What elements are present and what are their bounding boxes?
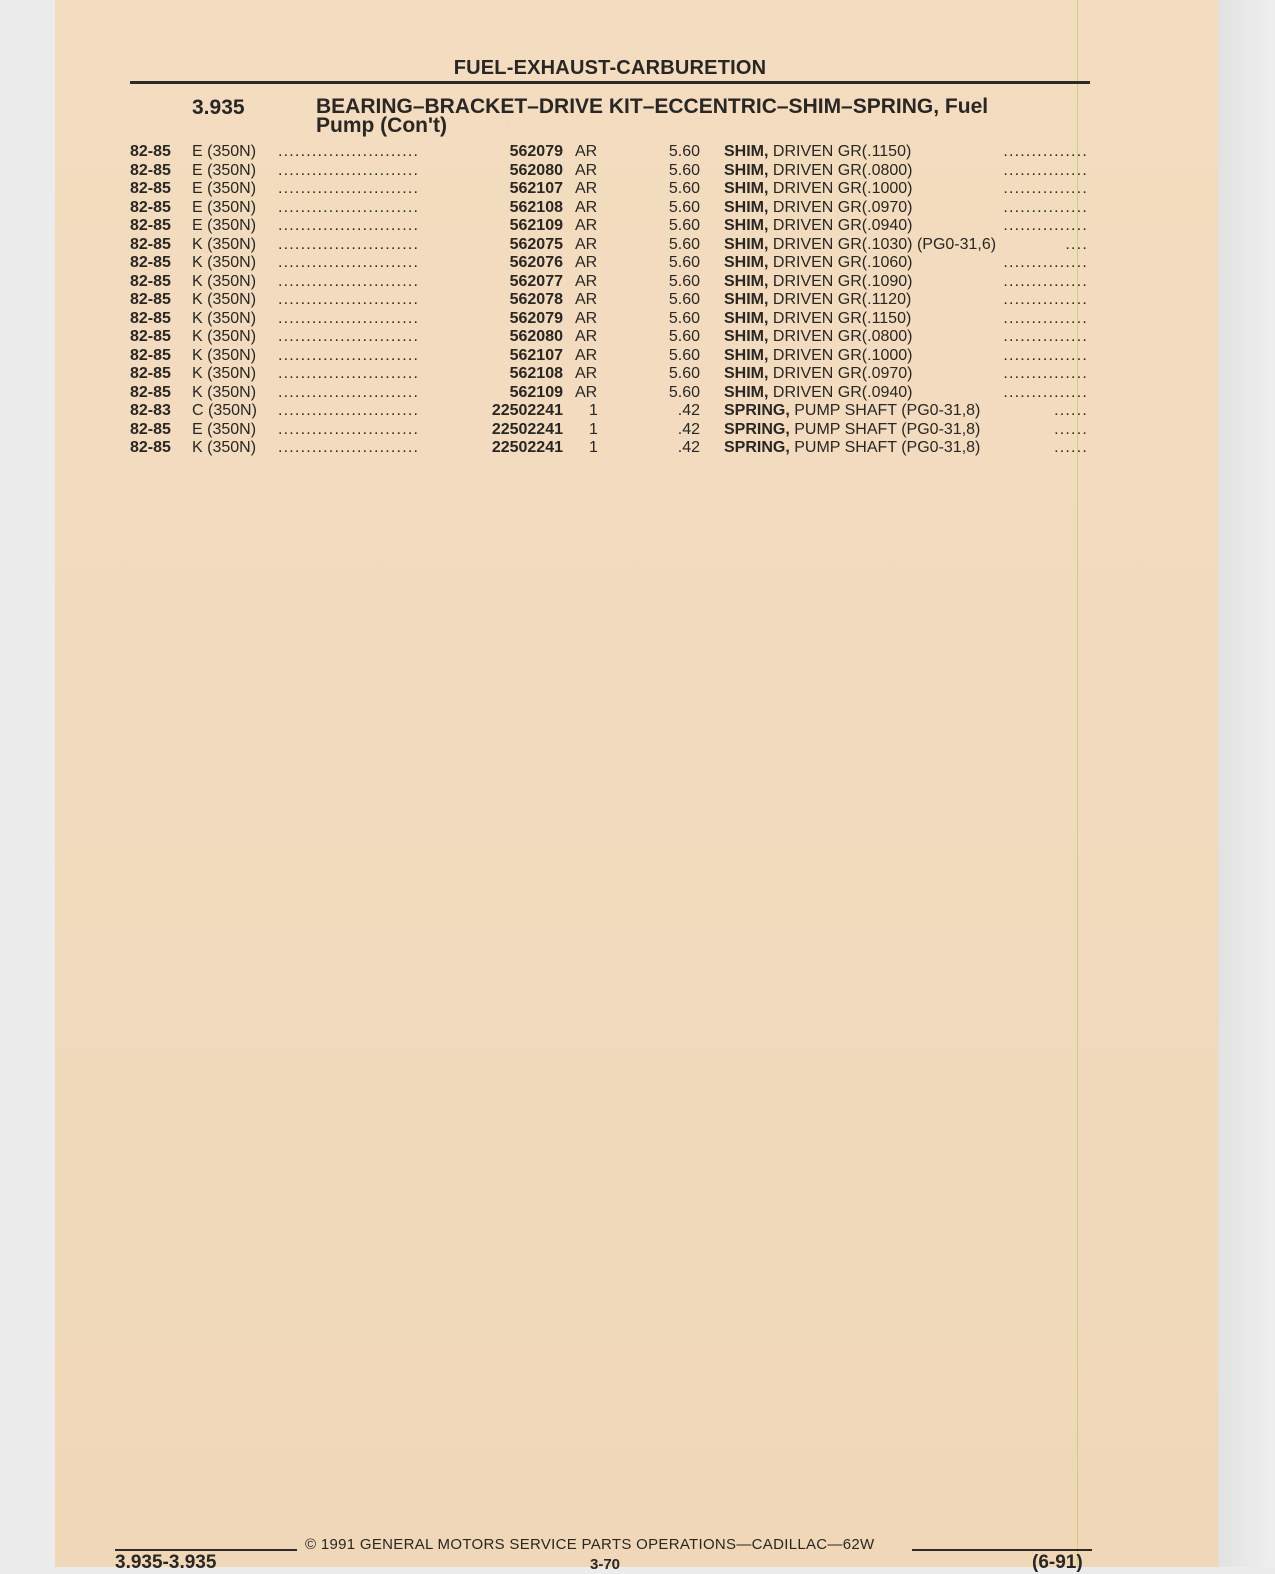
row-description [724, 162, 913, 180]
row-description-keyword: SHIM, [724, 180, 769, 197]
table-row [0, 384, 1275, 403]
row-part-number: 562076 [509, 254, 563, 271]
row-years: 82-85 [130, 346, 171, 364]
row-years: 82-85 [130, 365, 171, 382]
row-description [724, 180, 913, 198]
row-description [724, 402, 980, 420]
row-leader-dots: ......................... [278, 328, 420, 345]
row-model: K (350N) [192, 272, 257, 290]
row-model: C (350N) [192, 402, 257, 419]
row-years: 82-85 [130, 420, 171, 438]
row-description [724, 347, 913, 365]
row-description-keyword: SHIM, [724, 309, 769, 327]
row-years: 82-85 [130, 235, 171, 253]
row-part-number: 562080 [509, 161, 563, 179]
row-description-keyword: SPRING, [724, 402, 790, 419]
header-rule [130, 81, 1090, 84]
row-years: 82-85 [130, 383, 171, 401]
row-years: 82-85 [130, 254, 171, 271]
row-trailing-dots: ............... [1003, 198, 1088, 216]
row-quantity: AR [575, 180, 598, 197]
row-trailing-dots: ............... [1003, 180, 1088, 197]
footer-rule-left [115, 1549, 297, 1551]
row-trailing-dots: ............... [1003, 143, 1088, 160]
row-part-number: 22502241 [491, 420, 563, 438]
row-quantity: AR [575, 291, 598, 308]
row-model: K (350N) [192, 328, 257, 345]
row-model: E (350N) [192, 420, 257, 438]
row-description [724, 236, 996, 254]
row-leader-dots: ......................... [278, 161, 420, 179]
table-row [0, 143, 1275, 162]
row-quantity: AR [575, 328, 598, 345]
row-part-number: 22502241 [491, 402, 563, 419]
row-leader-dots: ......................... [278, 254, 420, 271]
row-quantity: AR [575, 309, 598, 327]
row-part-number: 562107 [509, 180, 563, 197]
row-trailing-dots: ...... [1054, 420, 1088, 438]
row-price: 5.60 [668, 346, 700, 364]
row-description-text: DRIVEN GR(.1090) [768, 272, 913, 290]
row-description-keyword: SHIM, [724, 328, 769, 345]
row-trailing-dots: .... [1065, 235, 1088, 253]
row-description-text: DRIVEN GR(.1000) [768, 346, 913, 364]
row-description-text: DRIVEN GR(.1120) [768, 291, 912, 308]
row-description [724, 421, 980, 439]
row-trailing-dots: ............... [1003, 254, 1088, 271]
row-part-number: 562109 [509, 383, 563, 401]
row-years: 82-85 [130, 309, 171, 327]
row-part-number: 562107 [509, 346, 563, 364]
row-part-number: 562079 [509, 309, 563, 327]
row-years: 82-85 [130, 198, 171, 216]
row-years: 82-85 [130, 291, 171, 308]
row-leader-dots: ......................... [278, 365, 420, 382]
row-description-text: DRIVEN GR(.0940) [768, 217, 913, 234]
row-trailing-dots: ............... [1003, 272, 1088, 290]
row-price: 5.60 [668, 291, 700, 308]
row-price: 5.60 [668, 143, 700, 160]
row-model: E (350N) [192, 217, 257, 234]
row-description-text: DRIVEN GR(.0970) [768, 198, 913, 216]
row-trailing-dots: ............... [1003, 309, 1088, 327]
row-quantity: AR [575, 346, 598, 364]
row-price: 5.60 [668, 272, 700, 290]
row-description [724, 291, 911, 309]
row-model: E (350N) [192, 143, 257, 160]
row-quantity: 1 [589, 420, 598, 438]
row-description-text: DRIVEN GR(.1150) [768, 143, 912, 160]
row-years: 82-85 [130, 217, 171, 234]
row-model: K (350N) [192, 439, 257, 456]
row-model: E (350N) [192, 180, 257, 197]
row-trailing-dots: ............... [1003, 383, 1088, 401]
table-row [0, 439, 1275, 458]
section-title [316, 97, 1096, 135]
row-leader-dots: ......................... [278, 143, 420, 160]
row-trailing-dots: ...... [1054, 439, 1088, 456]
row-quantity: AR [575, 383, 598, 401]
row-leader-dots: ......................... [278, 180, 420, 197]
row-quantity: AR [575, 365, 598, 382]
table-row [0, 310, 1275, 329]
row-trailing-dots: ............... [1003, 328, 1088, 345]
row-description-keyword: SHIM, [724, 161, 769, 179]
row-years: 82-83 [130, 402, 171, 419]
row-description-keyword: SHIM, [724, 198, 769, 216]
row-leader-dots: ......................... [278, 217, 420, 234]
row-model: K (350N) [192, 383, 257, 401]
row-part-number: 562077 [509, 272, 563, 290]
row-trailing-dots: ............... [1003, 217, 1088, 234]
row-leader-dots: ......................... [278, 198, 420, 216]
row-years: 82-85 [130, 180, 171, 197]
row-years: 82-85 [130, 439, 171, 456]
row-leader-dots: ......................... [278, 346, 420, 364]
table-row [0, 180, 1275, 199]
row-model: E (350N) [192, 198, 257, 216]
row-description [724, 254, 913, 272]
row-description-keyword: SHIM, [724, 383, 769, 401]
row-part-number: 562109 [509, 217, 563, 234]
row-description-text: PUMP SHAFT (PG0-31,8) [789, 439, 981, 456]
table-row [0, 421, 1275, 440]
row-quantity: AR [575, 217, 598, 234]
row-part-number: 562108 [509, 198, 563, 216]
row-model: K (350N) [192, 346, 257, 364]
row-description-text: DRIVEN GR(.0970) [768, 365, 913, 382]
row-description [724, 217, 913, 235]
table-row [0, 217, 1275, 236]
section-title-line1: BEARING–BRACKET–DRIVE KIT–ECCENTRIC–SHIM–SPRING, Fuel [316, 95, 989, 118]
row-part-number: 562075 [509, 235, 563, 253]
parts-list [0, 143, 1275, 458]
table-row [0, 199, 1275, 218]
row-leader-dots: ......................... [278, 235, 420, 253]
row-description-keyword: SHIM, [724, 217, 769, 234]
row-part-number: 562078 [509, 291, 563, 308]
row-price: 5.60 [668, 365, 700, 382]
table-row [0, 365, 1275, 384]
row-price: 5.60 [668, 235, 700, 253]
row-leader-dots: ......................... [278, 439, 420, 456]
row-description-keyword: SHIM, [724, 235, 769, 253]
section-title-line2: Pump (Con't) [316, 114, 447, 137]
row-years: 82-85 [130, 161, 171, 179]
row-description [724, 199, 913, 217]
row-description [724, 273, 913, 291]
table-row [0, 162, 1275, 181]
row-part-number: 562108 [509, 365, 563, 382]
row-description-text: DRIVEN GR(.0800) [768, 328, 913, 345]
row-price: 5.60 [668, 383, 700, 401]
row-quantity: AR [575, 198, 598, 216]
row-description [724, 310, 911, 328]
row-description [724, 328, 913, 346]
row-quantity: 1 [589, 439, 598, 456]
row-part-number: 562079 [509, 143, 563, 160]
table-row [0, 328, 1275, 347]
row-years: 82-85 [130, 143, 171, 160]
row-price: 5.60 [668, 254, 700, 271]
row-description-keyword: SHIM, [724, 346, 769, 364]
section-number: 3.935 [192, 96, 245, 119]
table-row [0, 291, 1275, 310]
row-description [724, 439, 980, 457]
row-years: 82-85 [130, 328, 171, 345]
row-price: .42 [677, 402, 700, 419]
row-description-text: DRIVEN GR(.1030) (PG0-31,6) [768, 235, 997, 253]
footer-page-number: 3-70 [590, 1556, 621, 1573]
row-leader-dots: ......................... [278, 402, 420, 419]
row-description-text: PUMP SHAFT (PG0-31,8) [789, 402, 981, 419]
row-model: K (350N) [192, 309, 257, 327]
row-trailing-dots: ............... [1003, 161, 1088, 179]
row-quantity: AR [575, 161, 598, 179]
row-model: K (350N) [192, 235, 257, 253]
row-description-text: PUMP SHAFT (PG0-31,8) [789, 420, 981, 438]
row-description-keyword: SHIM, [724, 254, 769, 271]
row-leader-dots: ......................... [278, 309, 420, 327]
row-trailing-dots: ............... [1003, 291, 1088, 308]
row-description-text: DRIVEN GR(.1000) [768, 180, 913, 197]
row-quantity: AR [575, 235, 598, 253]
row-price: 5.60 [668, 328, 700, 345]
row-trailing-dots: ............... [1003, 346, 1088, 364]
row-description-text: DRIVEN GR(.0940) [768, 383, 913, 401]
row-price: .42 [677, 439, 700, 456]
row-years: 82-85 [130, 272, 171, 290]
footer-section-range: 3.935-3.935 [115, 1552, 217, 1573]
row-description-keyword: SPRING, [724, 420, 790, 438]
row-trailing-dots: ...... [1054, 402, 1088, 419]
row-part-number: 562080 [509, 328, 563, 345]
footer-copyright: © 1991 GENERAL MOTORS SERVICE PARTS OPERATIONS—CADILLAC—62W [305, 1536, 875, 1553]
row-price: 5.60 [668, 180, 700, 197]
page-header-title: FUEL-EXHAUST-CARBURETION [453, 57, 767, 79]
row-model: K (350N) [192, 254, 257, 271]
row-description [724, 365, 913, 383]
row-description [724, 143, 911, 161]
table-row [0, 347, 1275, 366]
table-row [0, 254, 1275, 273]
row-description-keyword: SHIM, [724, 272, 769, 290]
row-description-keyword: SPRING, [724, 439, 790, 456]
row-model: K (350N) [192, 291, 257, 308]
row-description-text: DRIVEN GR(.1150) [768, 309, 912, 327]
row-price: .42 [677, 420, 700, 438]
row-description-keyword: SHIM, [724, 143, 769, 160]
footer-date: (6-91) [1032, 1552, 1083, 1573]
table-row [0, 402, 1275, 421]
row-leader-dots: ......................... [278, 383, 420, 401]
row-description-keyword: SHIM, [724, 365, 769, 382]
table-row [0, 273, 1275, 292]
row-price: 5.60 [668, 309, 700, 327]
table-row [0, 236, 1275, 255]
row-leader-dots: ......................... [278, 291, 420, 308]
row-leader-dots: ......................... [278, 420, 420, 438]
row-description-text: DRIVEN GR(.0800) [768, 161, 913, 179]
row-price: 5.60 [668, 217, 700, 234]
row-description-text: DRIVEN GR(.1060) [768, 254, 913, 271]
row-price: 5.60 [668, 198, 700, 216]
row-trailing-dots: ............... [1003, 365, 1088, 382]
row-model: E (350N) [192, 161, 257, 179]
row-quantity: AR [575, 143, 598, 160]
footer-rule-right [912, 1549, 1092, 1551]
row-quantity: AR [575, 272, 598, 290]
row-price: 5.60 [668, 161, 700, 179]
row-quantity: AR [575, 254, 598, 271]
row-part-number: 22502241 [491, 439, 563, 456]
row-quantity: 1 [589, 402, 598, 419]
row-description-keyword: SHIM, [724, 291, 769, 308]
row-model: K (350N) [192, 365, 257, 382]
row-description [724, 384, 913, 402]
row-leader-dots: ......................... [278, 272, 420, 290]
